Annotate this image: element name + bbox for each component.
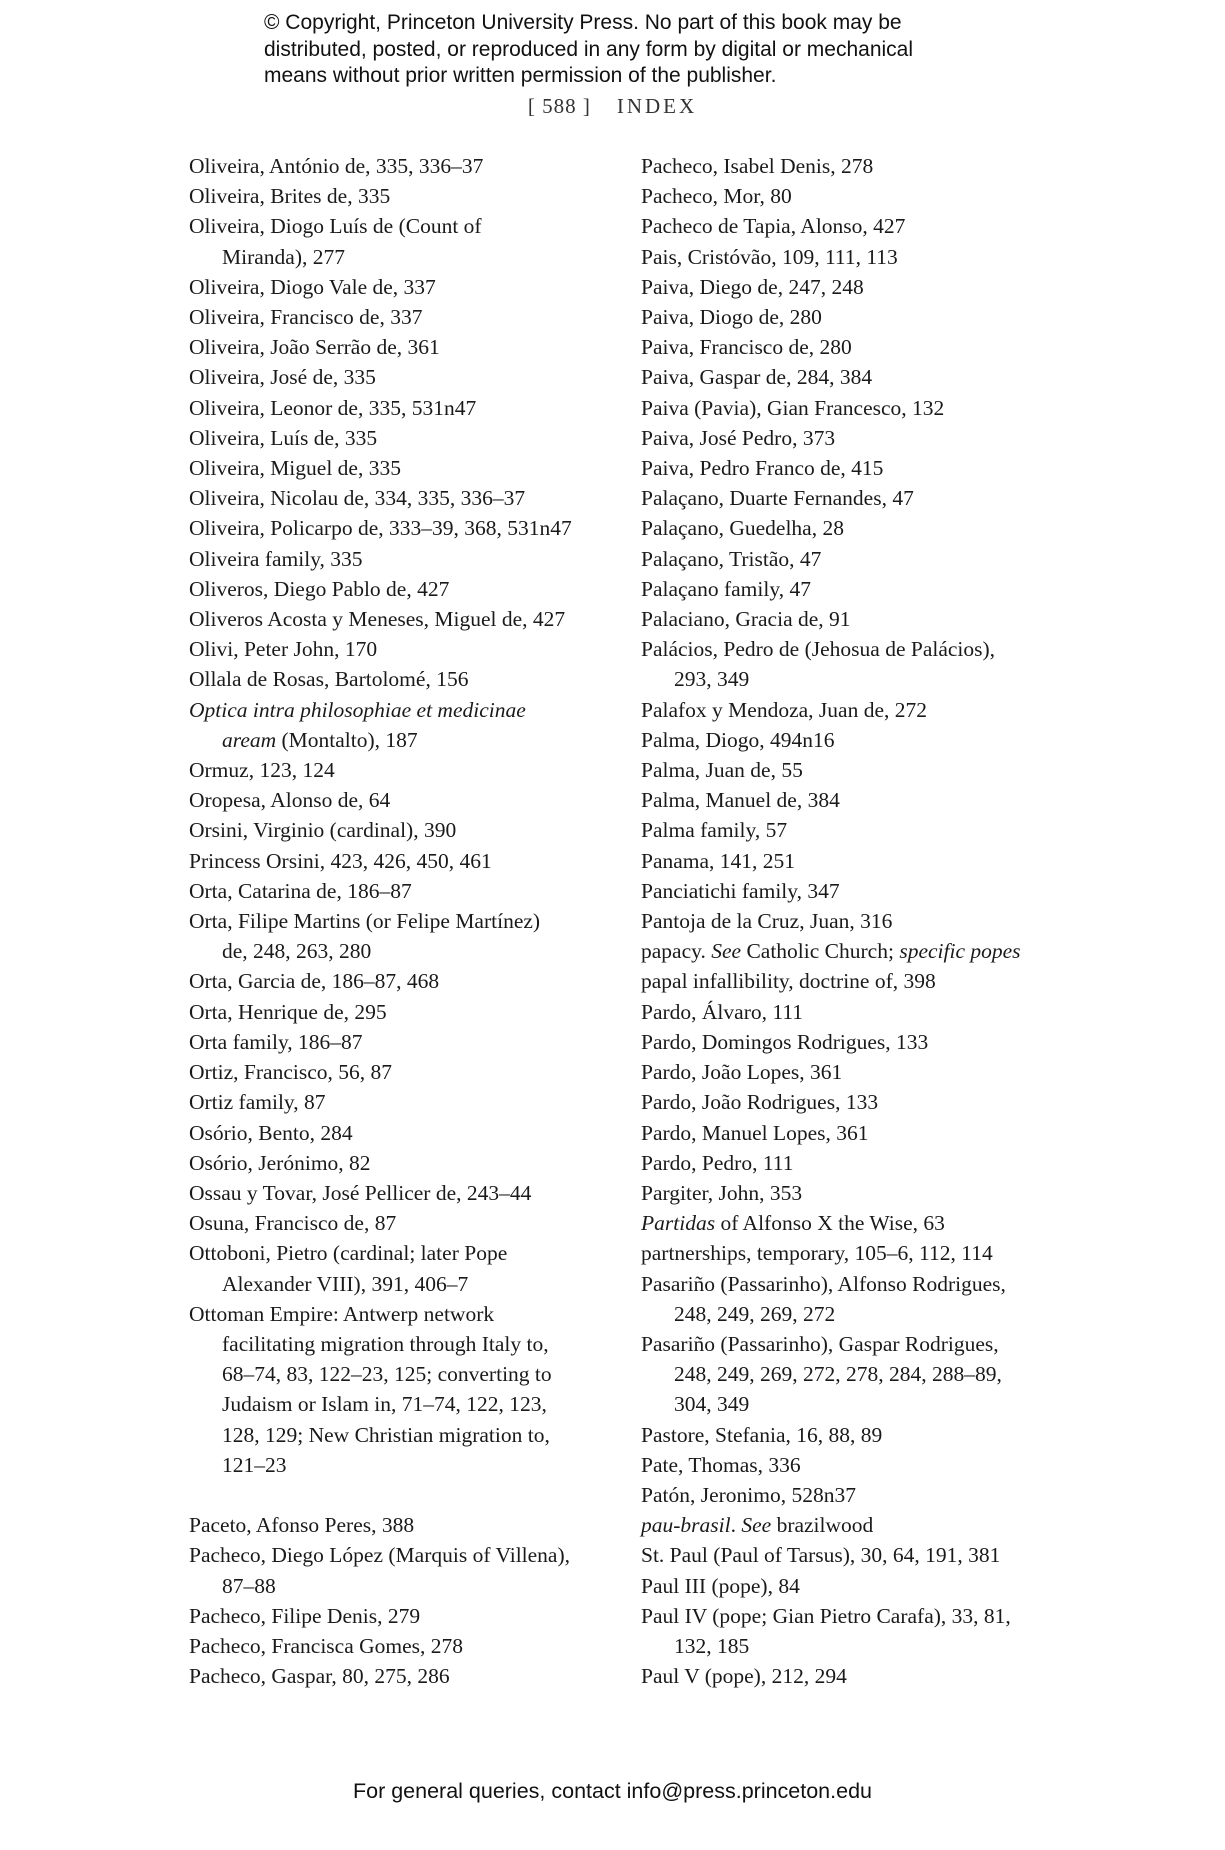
- index-entry: [641, 1450, 1081, 1480]
- index-entry-text: Paiva (Pavia), Gian Francesco, 132: [641, 395, 945, 420]
- index-entry-text: Pargiter, John, 353: [641, 1180, 803, 1205]
- index-entry-text: Orta, Catarina de, 186–87: [189, 878, 412, 903]
- index-entry: [641, 725, 1081, 755]
- index-entry-text: Oliveira, Leonor de, 335, 531n47: [189, 395, 477, 420]
- index-entry: [641, 876, 1081, 906]
- section-title: INDEX: [616, 94, 698, 118]
- index-entry-text: Osório, Jerónimo, 82: [189, 1150, 371, 1175]
- index-entry-text: Oliveira family, 335: [189, 546, 363, 571]
- index-entry: [641, 332, 1081, 362]
- index-entry-text: 68–74, 83, 122–23, 125; converting to: [222, 1362, 552, 1387]
- index-entry: [641, 302, 1081, 332]
- index-entry-text: Paiva, Pedro Franco de, 415: [641, 456, 884, 481]
- index-entry-text: Pate, Thomas, 336: [641, 1452, 801, 1477]
- index-entry-text: Princess Orsini, 423, 426, 450, 461: [189, 848, 492, 873]
- index-entry-text: Oliveira, José de, 335: [189, 365, 376, 390]
- index-entry: [641, 483, 1081, 513]
- index-entry-text: Oropesa, Alonso de, 64: [189, 788, 391, 813]
- index-entry-text: Catholic Church;: [741, 939, 900, 964]
- index-entry-text: 293, 349: [674, 667, 750, 692]
- index-entry: [189, 1601, 619, 1631]
- index-entry-text: Palafox y Mendoza, Juan de, 272: [641, 697, 927, 722]
- index-entry-text: Pardo, João Rodrigues, 133: [641, 1090, 879, 1115]
- index-entry: [189, 423, 619, 453]
- index-entry: [189, 755, 619, 785]
- index-entry: [189, 604, 619, 634]
- index-entry-text: Palma, Juan de, 55: [641, 758, 803, 783]
- index-entry: [189, 906, 619, 966]
- index-entry: [189, 1148, 619, 1178]
- index-entry: [641, 362, 1081, 392]
- index-entry-text: Palaçano, Tristão, 47: [641, 546, 822, 571]
- index-entry-text: Optica intra philosophiae et medicinae: [189, 697, 526, 722]
- index-entry: [641, 1601, 1081, 1661]
- index-entry: [189, 1027, 619, 1057]
- index-entry-text: 248, 249, 269, 272, 278, 284, 288–89,: [674, 1362, 1002, 1387]
- index-entry: [641, 1087, 1081, 1117]
- index-entry: [189, 846, 619, 876]
- index-entry: [189, 695, 619, 755]
- index-entry: [189, 1299, 619, 1480]
- index-entry: [641, 242, 1081, 272]
- index-entry-text: aream: [222, 727, 277, 752]
- index-entry-text: Oliveira, Brites de, 335: [189, 184, 391, 209]
- index-entry: [189, 181, 619, 211]
- index-entry: [641, 755, 1081, 785]
- index-entry: [641, 1480, 1081, 1510]
- index-entry: [641, 695, 1081, 725]
- index-entry: [641, 574, 1081, 604]
- index-entry-text: pau-brasil: [641, 1513, 731, 1538]
- index-entry-text: Pardo, João Lopes, 361: [641, 1060, 843, 1085]
- index-entry: [641, 966, 1081, 996]
- index-entry-text: Oliveira, João Serrão de, 361: [189, 335, 440, 360]
- index-entry: [189, 483, 619, 513]
- index-column-right: [641, 151, 1081, 1691]
- index-entry: [641, 936, 1081, 966]
- index-entry-text: Pardo, Pedro, 111: [641, 1150, 794, 1175]
- index-entry: [641, 1057, 1081, 1087]
- index-entry-text: Panama, 141, 251: [641, 848, 796, 873]
- index-entry-text: Alexander VIII), 391, 406–7: [222, 1271, 469, 1296]
- index-entry: [641, 211, 1081, 241]
- index-entry-text: .: [730, 1513, 742, 1538]
- index-entry-text: Orta, Henrique de, 295: [189, 999, 387, 1024]
- index-entry-text: Orta, Filipe Martins (or Felipe Martínez): [189, 909, 541, 934]
- index-entry: [641, 1269, 1081, 1329]
- index-entry-text: Palaciano, Gracia de, 91: [641, 607, 851, 632]
- index-entry-text: 121–23: [222, 1452, 287, 1477]
- index-entry: [641, 1118, 1081, 1148]
- index-entry: [641, 1208, 1081, 1238]
- index-entry: [189, 453, 619, 483]
- index-entry: [641, 997, 1081, 1027]
- index-entry-text: papacy.: [641, 939, 712, 964]
- index-entry: [641, 906, 1081, 936]
- index-entry: [641, 544, 1081, 574]
- index-entry: [189, 997, 619, 1027]
- index-entry-text: Paul III (pope), 84: [641, 1573, 800, 1598]
- index-entry-text: Oliveros, Diego Pablo de, 427: [189, 576, 450, 601]
- index-entry-text: Paul IV (pope; Gian Pietro Carafa), 33, 81,: [641, 1603, 1011, 1628]
- index-entry-text: Ossau y Tovar, José Pellicer de, 243–44: [189, 1180, 532, 1205]
- index-entry-text: (Montalto), 187: [276, 727, 418, 752]
- index-entry: [641, 1540, 1081, 1570]
- index-entry-text: of Alfonso X the Wise, 63: [715, 1211, 945, 1236]
- index-entry-text: Paiva, José Pedro, 373: [641, 425, 836, 450]
- index-entry-text: Palaçano, Guedelha, 28: [641, 516, 844, 541]
- index-entry: [189, 332, 619, 362]
- index-entry: [189, 272, 619, 302]
- index-entry-text: Paul V (pope), 212, 294: [641, 1664, 847, 1689]
- index-entry: [189, 1118, 619, 1148]
- index-entry: [189, 1208, 619, 1238]
- index-entry: [641, 181, 1081, 211]
- index-entry: [641, 1329, 1081, 1420]
- index-entry: [641, 604, 1081, 634]
- index-entry-text: Patón, Jeronimo, 528n37: [641, 1482, 856, 1507]
- index-entry: [189, 1238, 619, 1298]
- index-entry: [641, 846, 1081, 876]
- index-entry-text: Orta family, 186–87: [189, 1029, 363, 1054]
- index-entry-text: Panciatichi family, 347: [641, 878, 840, 903]
- index-entry-text: Osório, Bento, 284: [189, 1120, 353, 1145]
- index-entry: [641, 1510, 1081, 1540]
- index-entry-text: facilitating migration through Italy to,: [222, 1331, 549, 1356]
- index-entry-text: Miranda), 277: [222, 244, 345, 269]
- index-entry-text: brazilwood: [771, 1513, 874, 1538]
- index-entry: [189, 362, 619, 392]
- index-entry: [641, 1661, 1081, 1691]
- index-column-left: [189, 151, 619, 1691]
- index-entry: [641, 272, 1081, 302]
- letter-section-gap: [189, 1480, 619, 1510]
- index-entry: [641, 1238, 1081, 1268]
- index-entry-text: Partidas: [641, 1211, 716, 1236]
- index-entry-text: Palma, Diogo, 494n16: [641, 727, 835, 752]
- index-entry-text: Palaçano, Duarte Fernandes, 47: [641, 486, 914, 511]
- index-entry-text: Pasariño (Passarinho), Alfonso Rodrigues,: [641, 1271, 1006, 1296]
- index-entry: [189, 815, 619, 845]
- index-entry-text: Ormuz, 123, 124: [189, 758, 335, 783]
- index-entry: [641, 1571, 1081, 1601]
- index-entry-text: Palma, Manuel de, 384: [641, 788, 840, 813]
- footer-contact: For general queries, contact info@press.princeton.edu: [352, 1779, 872, 1803]
- index-entry: [189, 1631, 619, 1661]
- page-number: [ 588 ]: [527, 94, 591, 118]
- index-entry: [641, 151, 1081, 181]
- index-entry-text: Ortiz family, 87: [189, 1090, 326, 1115]
- index-entry: [189, 1087, 619, 1117]
- index-entry-text: Oliveira, Nicolau de, 334, 335, 336–37: [189, 486, 526, 511]
- index-entry-text: Osuna, Francisco de, 87: [189, 1211, 397, 1236]
- index-entry-text: Pacheco de Tapia, Alonso, 427: [641, 214, 906, 239]
- index-entry-text: Palaçano family, 47: [641, 576, 811, 601]
- index-entry-text: specific popes: [899, 939, 1021, 964]
- index-entry-text: Pasariño (Passarinho), Gaspar Rodrigues,: [641, 1331, 999, 1356]
- index-entry: [189, 513, 619, 543]
- index-entry-text: Oliveira, Luís de, 335: [189, 425, 378, 450]
- index-entry-text: de, 248, 263, 280: [222, 939, 372, 964]
- index-entry-text: Judaism or Islam in, 71–74, 122, 123,: [222, 1392, 547, 1417]
- index-entry-text: See: [741, 1513, 772, 1538]
- index-entry: [189, 664, 619, 694]
- copyright-line: means without prior written permission of the publisher.: [264, 64, 777, 87]
- copyright-line: distributed, posted, or reproduced in any form by digital or mechanical: [264, 37, 914, 61]
- index-entry-text: Ottoman Empire: Antwerp network: [189, 1301, 495, 1326]
- index-entry: [641, 393, 1081, 423]
- index-entry: [641, 785, 1081, 815]
- index-entry: [189, 574, 619, 604]
- index-entry-text: Olivi, Peter John, 170: [189, 637, 378, 662]
- index-entry-text: 128, 129; New Christian migration to,: [222, 1422, 550, 1447]
- index-entry-text: Pais, Cristóvão, 109, 111, 113: [641, 244, 898, 269]
- index-entry-text: See: [711, 939, 742, 964]
- index-entry-text: Oliveira, Diogo Vale de, 337: [189, 274, 436, 299]
- index-entry-text: Pacheco, Diego López (Marquis of Villena),: [189, 1543, 571, 1568]
- copyright-line: © Copyright, Princeton University Press. No part of this book may be: [264, 11, 902, 34]
- index-entry-text: Orta, Garcia de, 186–87, 468: [189, 969, 440, 994]
- index-entry-text: Oliveira, Francisco de, 337: [189, 305, 423, 330]
- index-entry: [641, 1420, 1081, 1450]
- index-entry-text: Orsini, Virginio (cardinal), 390: [189, 818, 457, 843]
- index-entry-text: 132, 185: [674, 1633, 750, 1658]
- index-entry-text: Pacheco, Gaspar, 80, 275, 286: [189, 1664, 450, 1689]
- index-entry: [189, 1057, 619, 1087]
- index-entry: [641, 453, 1081, 483]
- index-entry: [189, 1540, 619, 1600]
- index-entry: [641, 1148, 1081, 1178]
- index-entry-text: Paiva, Diogo de, 280: [641, 305, 822, 330]
- index-entry-text: Pacheco, Isabel Denis, 278: [641, 154, 874, 178]
- index-entry: [189, 785, 619, 815]
- index-entry-text: 87–88: [222, 1573, 276, 1598]
- index-entry-text: Ottoboni, Pietro (cardinal; later Pope: [189, 1241, 508, 1266]
- index-entry: [641, 513, 1081, 543]
- index-entry-text: Oliveira, Diogo Luís de (Count of: [189, 214, 482, 239]
- index-entry: [189, 1178, 619, 1208]
- index-entry: [189, 1510, 619, 1540]
- index-entry-text: Paceto, Afonso Peres, 388: [189, 1513, 415, 1538]
- index-entry-text: Ollala de Rosas, Bartolomé, 156: [189, 667, 469, 692]
- index-entry: [189, 876, 619, 906]
- index-entry-text: Pacheco, Francisca Gomes, 278: [189, 1633, 464, 1658]
- index-entry-text: Pardo, Álvaro, 111: [641, 999, 804, 1024]
- index-entry-text: Oliveira, Miguel de, 335: [189, 456, 401, 481]
- running-head: [0, 94, 1225, 119]
- index-entry-text: Palma family, 57: [641, 818, 788, 843]
- index-entry-text: Pacheco, Filipe Denis, 279: [189, 1603, 421, 1628]
- index-entry-text: Pardo, Manuel Lopes, 361: [641, 1120, 869, 1145]
- index-entry: [189, 544, 619, 574]
- index-entry-text: Oliveira, António de, 335, 336–37: [189, 154, 484, 178]
- index-entry-text: Oliveros Acosta y Meneses, Miguel de, 427: [189, 607, 566, 632]
- index-entry: [189, 151, 619, 181]
- index-entry: [189, 1661, 619, 1691]
- index-entry: [189, 393, 619, 423]
- index-entry-text: partnerships, temporary, 105–6, 112, 114: [641, 1241, 993, 1266]
- index-entry-text: Paiva, Gaspar de, 284, 384: [641, 365, 873, 390]
- copyright-notice: [264, 10, 1024, 90]
- index-entry: [189, 211, 619, 271]
- index-entry: [189, 302, 619, 332]
- index-entry: [641, 1178, 1081, 1208]
- index-entry-text: Palácios, Pedro de (Jehosua de Palácios),: [641, 637, 996, 662]
- index-entry-text: Pacheco, Mor, 80: [641, 184, 792, 209]
- index-entry: [641, 1027, 1081, 1057]
- index-entry-text: Paiva, Francisco de, 280: [641, 335, 852, 360]
- index-entry: [641, 815, 1081, 845]
- index-entry: [189, 634, 619, 664]
- index-entry: [641, 423, 1081, 453]
- index-entry-text: papal infallibility, doctrine of, 398: [641, 969, 936, 994]
- index-entry-text: Oliveira, Policarpo de, 333–39, 368, 531n47: [189, 516, 572, 541]
- index-entry: [189, 966, 619, 996]
- index-entry-text: 304, 349: [674, 1392, 750, 1417]
- index-entry: [641, 634, 1081, 694]
- index-entry-text: Pantoja de la Cruz, Juan, 316: [641, 909, 893, 934]
- index-entry-text: Pardo, Domingos Rodrigues, 133: [641, 1029, 929, 1054]
- index-entry-text: Ortiz, Francisco, 56, 87: [189, 1060, 393, 1085]
- index-entry-text: St. Paul (Paul of Tarsus), 30, 64, 191, 381: [641, 1543, 1001, 1568]
- index-entry-text: Pastore, Stefania, 16, 88, 89: [641, 1422, 883, 1447]
- index-entry-text: Paiva, Diego de, 247, 248: [641, 274, 864, 299]
- index-entry-text: 248, 249, 269, 272: [674, 1301, 836, 1326]
